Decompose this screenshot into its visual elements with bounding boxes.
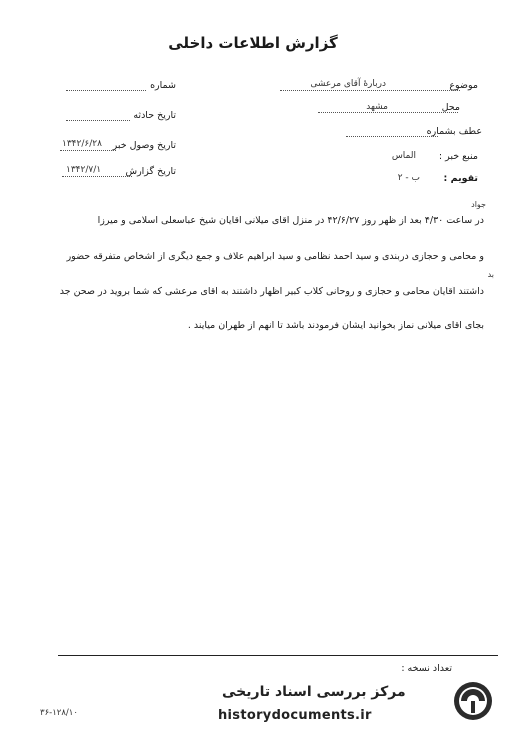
archive-logo-icon xyxy=(452,680,494,722)
margin-note-middle: بد xyxy=(487,270,494,279)
incident-date-dots xyxy=(66,110,130,121)
document-title: گزارش اطلاعات داخلی xyxy=(168,34,338,52)
incident-date-label: تاریخ حادثه xyxy=(133,110,176,121)
footer-rule xyxy=(58,655,498,656)
evaluation-value: ب - ۲ xyxy=(397,173,420,183)
form-code: ۳۶-۱۲۸/۱۰ xyxy=(40,708,78,718)
body-line-4: بجای آقای میلانی نماز بخوانید ایشان فرمودند باشد تا آنهم از طهران میآیند . xyxy=(187,320,484,331)
receipt-date-label: تاریخ وصول خبر xyxy=(112,140,176,151)
subject-label: موضوع xyxy=(449,80,478,91)
report-date-value: ۱۳۴۲/۷/۱ xyxy=(66,165,102,175)
subject-value: دربارهٔ آقای مرعشی xyxy=(310,79,386,89)
reference-dots xyxy=(346,126,438,137)
number-label: شماره xyxy=(150,80,176,91)
source-label: منبع خبر : xyxy=(438,151,478,162)
place-value: مشهد xyxy=(366,102,388,112)
evaluation-label: تقویم : xyxy=(443,173,478,184)
copies-label: تعداد نسخه : xyxy=(401,663,452,674)
place-dots xyxy=(318,102,458,113)
place-label: محل xyxy=(441,102,460,113)
body-line-3: داشتند آقایان محامی و حجازی و روحانی کلاب کبیر اظهار داشتند به آقای مرعشی که شما بروید در صحن جد xyxy=(59,286,484,297)
source-value: الماس xyxy=(391,151,416,161)
number-dots xyxy=(66,80,146,91)
margin-note-top: جواد xyxy=(471,200,486,209)
watermark-title: مرکز بررسی اسناد تاریخی xyxy=(222,684,406,700)
receipt-date-value: ۱۳۴۲/۶/۲۸ xyxy=(62,139,102,149)
report-date-label: تاریخ گزارش xyxy=(125,166,176,177)
body-line-1: در ساعت ۴/۳۰ بعد از ظهر روز ۴۲/۶/۲۷ در منزل آقای میلانی آقایان شیخ عباسعلی اسلامی و میرزا xyxy=(97,215,484,226)
watermark-url: historydocuments.ir xyxy=(218,708,372,723)
body-line-2: و محامی و حجازی دربندی و سید احمد نظامی و سید ابراهیم علاف و جمع دیگری از اشخاص متفرقه حضور xyxy=(66,251,484,262)
reference-label: عطف بشماره xyxy=(426,126,482,137)
